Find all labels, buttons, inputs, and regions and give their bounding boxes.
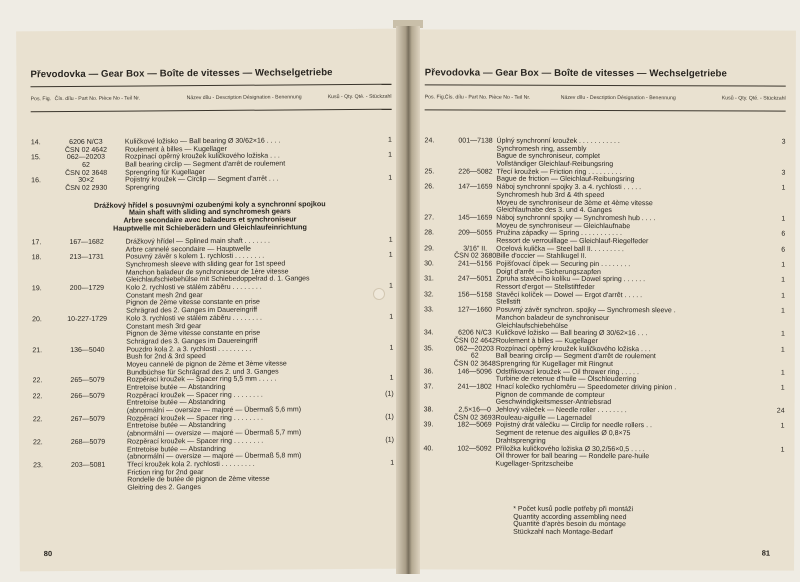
row-pos: 26. (424, 183, 435, 191)
col-part-header: Čís. dílu - Part No. Pièce No - Teil Nr. (444, 94, 531, 101)
row-qty: 24 (776, 407, 785, 415)
row-text: Drahtsprengring (495, 437, 546, 445)
row-part: 266—5079 (70, 392, 105, 400)
row-qty: 1 (781, 307, 785, 315)
row-part: 2,5×16—0 (458, 406, 491, 414)
footnote-line: Quantity according assembling need (513, 513, 627, 521)
title-rule (31, 84, 392, 88)
row-qty: 6 (781, 230, 786, 238)
row-qty: 1 (388, 152, 393, 160)
row-part: 213—1731 (69, 254, 104, 262)
row-qty: 1 (781, 215, 786, 223)
row-text: Synchromesh sleeve with sliding gear for 1st speed (125, 260, 286, 269)
row-pos: 23. (33, 462, 43, 470)
row-qty: 1 (781, 261, 786, 269)
row-text: Rozpěrací kroužek — Spacer ring . . . . . . . . (126, 391, 263, 400)
book-gutter (396, 26, 420, 574)
row-text: Drážkový hřídel — Splined main shaft . . . . . . . (125, 237, 270, 246)
row-part: 203—5081 (70, 461, 106, 469)
row-qty: 6 (781, 246, 786, 254)
row-text: Náboj synchronní spojky 3. a 4. rychlosti . . . . . (496, 183, 642, 192)
row-text: Příložka kuličkového ložiska Ø 30,2/56×0,5 . . . . (495, 445, 645, 453)
row-pos: 25. (424, 168, 435, 176)
row-text: Moyeu de synchroniseur — Gleichlaufnabe (496, 222, 631, 230)
row-part: 6206 N/C3 (458, 329, 492, 337)
row-text: Roulement à billes — Kugellager (495, 337, 598, 345)
row-part: 146—5096 (457, 368, 492, 376)
row-text: Manchon baladeur de synchroniseur de 1ère vitesse (125, 268, 289, 277)
row-qty: 1 (780, 446, 785, 454)
row-pos: 22. (32, 392, 43, 400)
row-qty: (1) (385, 436, 395, 444)
row-part: ČSN 02 4642 (453, 337, 496, 345)
row-text: Stavěcí kolíček — Dowel — Ergot d'arrêt . . . . . (496, 291, 643, 299)
row-text: Bille d'occier — Stahlkugel II. (496, 252, 587, 261)
row-text: Ressort de verrouillage — Gleichlauf-Riegelfeder (496, 237, 649, 246)
row-qty: 1 (389, 313, 394, 321)
row-text: Entretoise butée — Abstandring (126, 422, 226, 431)
row-part: 200—1729 (69, 284, 105, 293)
row-part: 156—5158 (457, 291, 493, 299)
row-qty: 1 (388, 282, 393, 290)
page-number: 81 (761, 548, 771, 558)
row-text: Náboj synchronní spojky — Synchromesh hub . . . . (496, 214, 656, 223)
row-text: Pignon de 3ème vitesse constante en prise (126, 329, 261, 338)
row-qty: 1 (389, 344, 394, 352)
row-qty: 1 (781, 292, 786, 300)
row-text: Bague de friction — Gleichlauf-Reibungsring (496, 176, 635, 184)
col-qty-header: Kusů - Qty. Qté. - Stückzahl (721, 95, 786, 102)
row-text: Stellstift (495, 299, 521, 307)
row-text: Synchromesh hub 3rd & 4th speed (496, 191, 605, 199)
row-pos: 29. (424, 245, 434, 253)
row-part: 182—5069 (457, 421, 492, 430)
row-text: Entretoise butée — Abstandring (126, 399, 226, 407)
footnote-line: * Počet kusů podle potřeby při montáži (513, 505, 634, 514)
row-text: Ocelová kulička — Steel ball II. . . . . . . . . (496, 245, 624, 253)
right-page (409, 29, 796, 570)
row-part: ČSN 02 3680 (454, 252, 497, 260)
row-text: Rozpěrací kroužek — Spacer ring 5,5 mm . . . . . (126, 375, 277, 384)
row-text: Turbine de retenue d'huile — Ölschleuderring (495, 375, 637, 384)
row-text: Sprengring für Kugellager (125, 168, 205, 177)
row-qty: (1) (385, 413, 394, 421)
row-text: Kolo 2. rychlosti ve stálém záběru . . . . . . . . (125, 283, 262, 292)
page-title: Převodovka — Gear Box — Boîte de vitesses — Wechselgetriebe (30, 67, 333, 81)
row-text: Constant mesh 2nd gear (125, 291, 203, 300)
row-text: Jehlový váleček — Needle roller . . . . . . . . (495, 406, 627, 415)
row-qty: 1 (781, 276, 786, 285)
row-part: 6206 N/C3 (69, 138, 103, 146)
row-text: Pojistný drát válečku — Circlip for needle rollers . . (495, 422, 652, 430)
parts-list (17, 137, 404, 493)
row-part: 136—5040 (70, 346, 105, 354)
row-text: Kuličkové ložisko — Ball bearing Ø 30/62×16 . . . . (124, 137, 281, 146)
row-text: Gleitring des 2. Ganges (127, 484, 201, 492)
row-text: Rozpínací opěrný kroužek kuličkového ložiska . . . (495, 345, 651, 353)
row-part: ČSN 02 3693 (453, 414, 496, 422)
row-part: 241—1802 (457, 383, 492, 391)
row-text: Odstřikovací kroužek — Oil thrower ring . . . . . (495, 368, 639, 376)
row-qty: 1 (387, 136, 392, 144)
row-part: 209—5055 (458, 229, 493, 237)
row-text: Segment de retenue des aiguilles Ø 0,8×75 (495, 429, 631, 438)
row-part: 62 (470, 352, 479, 360)
row-pos: 30. (424, 260, 434, 268)
row-text: Friction ring for 2nd gear (127, 468, 204, 477)
row-pos: 24. (424, 137, 435, 145)
row-text: Rouleau-aiguille — Lagernadel (495, 414, 592, 422)
row-part: 062—20203 (66, 154, 106, 162)
row-text: Kuličkové ložisko — Ball bearing Ø 30/62×16 . . . (495, 329, 648, 338)
row-pos: 32. (424, 291, 434, 299)
row-pos: 22. (32, 438, 43, 447)
row-text: Bague de synchroniseur, complet (496, 153, 601, 161)
row-part: 145—1659 (458, 214, 493, 222)
row-qty: 1 (388, 252, 393, 260)
row-text: Rozpěrací kroužek — Spacer ring . . . . . . . . (126, 437, 264, 446)
row-text: Rozpínací opěrný kroužek kuličkového ložiska . . . (124, 152, 280, 161)
table-row (409, 460, 794, 469)
row-text: Rozpěrací kroužek — Spacer ring . . . . . . . . (126, 414, 264, 423)
row-part: 062—20203 (455, 345, 494, 353)
row-pos: 14. (30, 139, 41, 147)
parts-list (409, 137, 795, 469)
row-text: (abnormální — oversize — majoré — Übermaß 5,6 mm) (126, 406, 302, 415)
row-text: Hnací kolečko rychloměru — Speedometer driving pinion . (495, 383, 677, 392)
row-qty: 1 (389, 375, 394, 383)
footnote-line: Quantité d'après besoin du montage (513, 521, 626, 529)
row-text: Arbre cannelé secondaire — Hauptwelle (125, 245, 251, 254)
row-text: Pignon de commande de compteur (495, 391, 605, 399)
section-heading-line: Hauptwelle mit Schieberädern und Gleichlaufeinrichtung (113, 222, 307, 233)
row-part: ČSN 02 3648 (65, 169, 108, 177)
row-part: 30×2 (78, 177, 95, 185)
row-qty: 1 (780, 369, 785, 377)
row-text: Bundbüchse für Schrägrad des 2. und 3. Ganges (126, 368, 279, 377)
row-qty: 1 (780, 330, 785, 338)
row-part: 268—5079 (70, 438, 106, 446)
row-part: 001—7138 (458, 137, 493, 145)
left-page (16, 29, 405, 572)
row-part: ČSN 02 2930 (65, 184, 108, 193)
row-text: Moyeu de synchroniseur de 3ème et 4ème vitesse (496, 199, 653, 207)
row-pos: 38. (423, 406, 434, 414)
row-pos: 22. (32, 415, 43, 423)
row-qty: 1 (780, 423, 785, 431)
row-part: 147—1659 (458, 183, 493, 191)
row-text: Pojišťovací čípek — Securing pin . . . . . . . . (496, 260, 631, 269)
row-text: Bush for 2nd & 3rd speed (126, 353, 206, 361)
row-text: Entretoise butée — Abstandring (127, 445, 226, 454)
row-pos: 19. (31, 285, 42, 293)
binding-hole (373, 288, 385, 300)
row-pos: 15. (30, 154, 41, 162)
row-part: 62 (82, 161, 90, 169)
row-pos: 33. (423, 306, 434, 314)
row-pos: 37. (423, 383, 434, 391)
row-pos: 39. (423, 421, 434, 429)
row-text: Ressort d'ergot — Stellstiftfeder (496, 283, 595, 292)
row-pos: 17. (31, 239, 42, 247)
row-part: ČSN 02 3648 (453, 360, 496, 368)
row-qty: 1 (780, 346, 785, 354)
row-part: 226—5082 (458, 168, 493, 176)
table-row (19, 483, 404, 493)
row-part: 3/16" II. (463, 245, 488, 253)
col-name-header: Název dílu - Description Désignation - Benennung (186, 94, 302, 102)
section-heading-line: Drážkový hřídel s posuvnými ozubenými koly a synchronní spojkou (93, 198, 326, 210)
page-title: Převodovka — Gear Box — Boîte de vitesses — Wechselgetriebe (424, 67, 727, 80)
row-pos: 20. (32, 315, 42, 324)
row-text: Pružina západky — Spring . . . . . . . . . . . (496, 229, 622, 238)
footnote (513, 506, 633, 537)
col-pos-header: Pos. Fig. (424, 94, 446, 101)
col-name-header: Název dílu - Description Désignation - Benennung (560, 94, 676, 102)
header-rule (425, 109, 786, 111)
row-text: Sprengring für Kugellager mit Ringnut (495, 360, 613, 368)
row-text: Ball bearing circlip — Segment d'arrêt de roulement (495, 352, 656, 361)
row-text: Pignon de 2ème vitesse constante en prise (125, 299, 260, 308)
row-text: Pojistný kroužek — Circlip — Segment d'arrêt . . . (125, 175, 279, 185)
row-text: Schrägrad des 3. Ganges im Dauereingriff (126, 337, 258, 346)
row-qty: 1 (388, 175, 393, 183)
row-text: Sprengring (125, 184, 160, 192)
page-number: 80 (43, 549, 53, 559)
row-pos: 34. (423, 329, 434, 337)
row-qty: 3 (781, 138, 786, 146)
row-qty: 1 (388, 236, 393, 244)
row-text: Synchromesh ring, assembly (496, 145, 587, 153)
footnote-line: Stückzahl nach Montage-Bedarf (513, 528, 613, 537)
row-text: Třecí kroužek kola 2. rychlosti . . . . . . . . . (127, 460, 255, 469)
row-pos: 31. (424, 275, 434, 283)
row-qty: 1 (780, 384, 785, 392)
title-rule (425, 84, 786, 86)
row-text: Gleichlaufschiebehülse mit Schiebedoppelrad d. 1. Ganges (125, 275, 310, 284)
row-text: Třecí kroužek — Friction ring . . . . . . . . . (496, 168, 622, 176)
row-text: Vollständiger Gleichlauf-Reibungsring (496, 160, 614, 169)
row-part: ČSN 02 4642 (64, 146, 107, 154)
row-text: Doigt d'arrêt — Sicherungszapfen (496, 268, 601, 276)
row-pos: 35. (423, 344, 434, 352)
row-text: Zpruha stavěcího kolíku — Dowel spring . . . . . . (496, 276, 646, 284)
row-text: Kolo 3. rychlosti ve stálém záběru . . . . . . . . (126, 314, 262, 323)
row-qty: 1 (390, 459, 395, 467)
row-text: Posuvný závěr s kolem 1. rychlosti . . . . . . . . (125, 252, 265, 261)
row-text: Gleichlaufschiebehülse (495, 322, 568, 330)
row-part: 267—5079 (70, 415, 105, 423)
row-part: 10-227-1729 (67, 315, 107, 323)
row-part: 102—5092 (457, 444, 492, 453)
row-part: 265—5079 (70, 377, 105, 385)
row-qty: 3 (781, 169, 786, 177)
row-part: 241—5156 (457, 260, 493, 268)
row-text: Oil thrower for ball bearing — Rondelle pare-huile (495, 452, 650, 461)
row-text: Manchon baladeur de synchroniseur (495, 314, 610, 322)
row-text: Kugellager-Spritzscheibe (495, 460, 574, 468)
row-pos: 40. (423, 444, 434, 452)
row-text: Roulement à billes — Kugellager (124, 145, 227, 154)
section-heading-line: Arbre secondaire avec baladeurs et synchroniseur (123, 214, 297, 225)
col-qty-header: Kusů - Qty. Qté. - Stückzahl (327, 93, 392, 101)
row-pos: 18. (31, 254, 42, 262)
row-text: Ball bearing circlip — Segment d'arrêt de roulement (125, 160, 286, 169)
header-rule (31, 109, 392, 113)
row-pos: 28. (424, 229, 434, 237)
row-pos: 16. (31, 177, 41, 185)
row-text: Rondelle de butée de pignon de 2ème vitesse (127, 475, 270, 484)
row-text: Schrägrad des 2. Ganges im Dauereingriff (126, 306, 258, 315)
section-heading-line: Main shaft with sliding and synchromesh gears (128, 206, 291, 217)
row-text: Posuvný závěr synchron. spojky — Synchromesh sleeve . (495, 306, 676, 315)
row-text: Pouzdro kola 2. a 3. rychlosti . . . . . . . . . (126, 345, 252, 354)
row-text: Entretoise butée — Abstandring (126, 383, 226, 392)
row-qty: 1 (781, 184, 786, 192)
col-pos-header: Pos. Fig. (30, 96, 52, 103)
row-text: Geschwindigkeitsmesser-Antriebsrad (495, 399, 612, 407)
row-text: (abnormální — oversize — majoré — Übermaß 5,7 mm) (126, 429, 302, 438)
row-pos: 22. (32, 377, 43, 385)
row-text: Constant mesh 3rd gear (126, 322, 202, 331)
row-qty: (1) (385, 390, 394, 398)
row-part: 247—5051 (457, 275, 493, 283)
row-text: Úplný synchronní kroužek . . . . . . . . . . . (496, 137, 620, 146)
row-text: Gleichlaufnabe des 3. und 4. Ganges (496, 206, 612, 215)
row-text: (abnormální — oversize — majoré — Übermaß 5,8 mm) (127, 452, 302, 461)
row-part: 167—1682 (69, 238, 104, 246)
row-pos: 21. (32, 346, 43, 354)
row-pos: 36. (423, 368, 434, 376)
row-text: Moyeu cannelé de pignon de 2ème et 3ème vitesse (126, 360, 287, 369)
row-pos: 27. (424, 214, 435, 222)
col-part-header: Čís. dílu - Part No. Pièce No - Teil Nr. (54, 95, 141, 103)
row-part: 127—1660 (457, 306, 493, 314)
